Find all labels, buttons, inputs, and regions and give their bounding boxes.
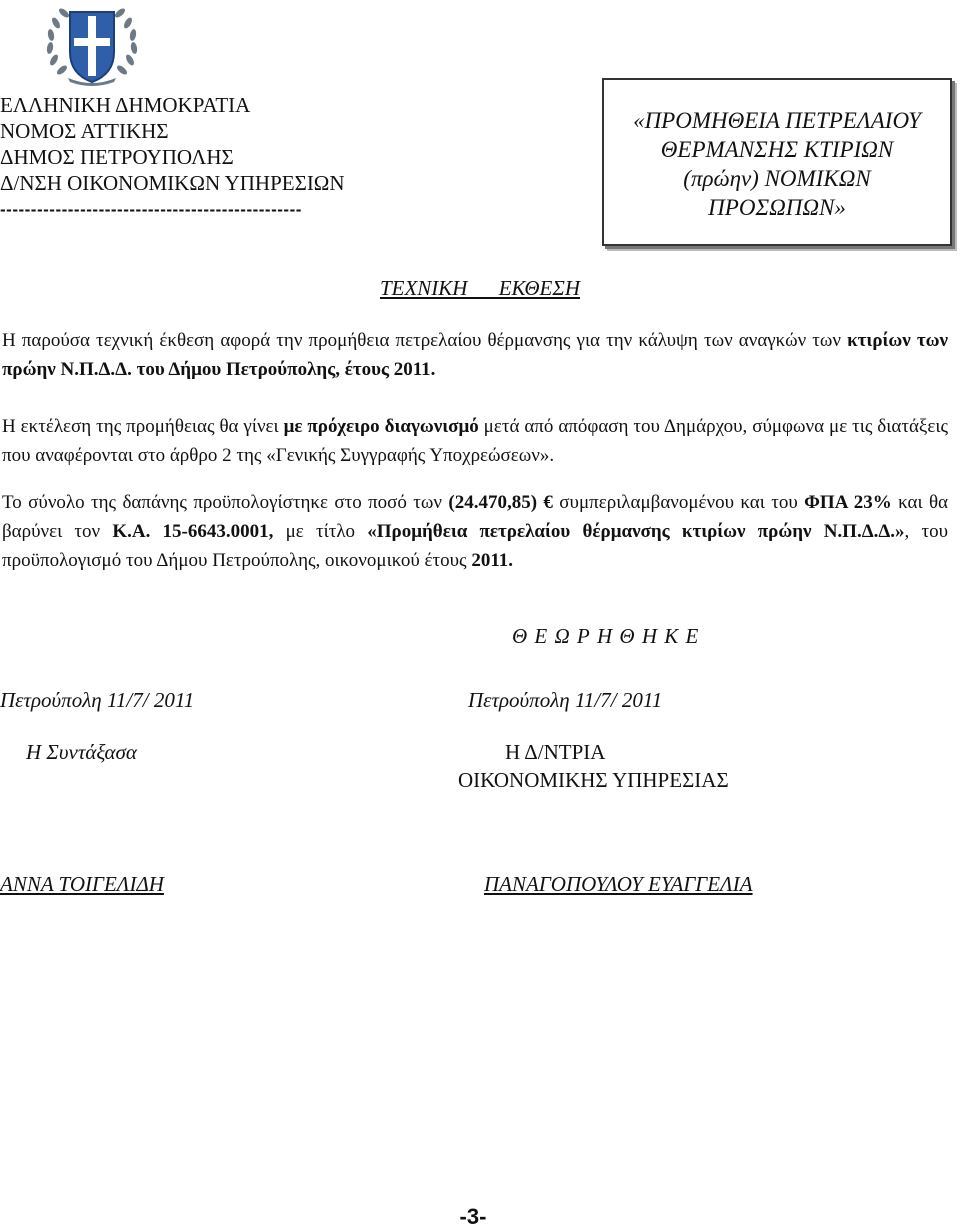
right-place-date: Πετρούπολη 11/7/ 2011 [468,688,663,712]
paragraph-scope [2,326,948,384]
title-line: ΠΡΟΣΩΠΩΝ» [708,195,846,220]
greek-emblem-icon [38,2,146,88]
title-line: «ΠΡΟΜΗΘΕΙΑ ΠΕΤΡΕΛΑΙΟΥ [633,108,921,133]
budget-code-bold: Κ.Α. 15-6643.0001, [112,521,274,542]
project-title-bold: «Προμήθεια πετρελαίου θέρμανσης κτιρίων πρώην Ν.Π.Δ.Δ.» [367,521,905,542]
title-text [602,106,952,222]
header-republic: ΕΛΛΗΝΙΚΗ ΔΗΜΟΚΡΑΤΙΑ [0,93,251,117]
text-run: και θα βαρύνει τον [2,492,948,542]
right-role: Η Δ/ΝΤΡΙΑ [505,740,606,764]
right-signatory-name: ΠΑΝΑΓΟΠΟΥΛΟΥ ΕΥΑΓΓΕΛΙΑ [484,872,753,896]
text-run: μετά από απόφαση του Δημάρχου, σύμφωνα με τις διατάξεις που αναφέρονται στο άρθρο 2 της «Γενικής Συγγραφής Υποχρεώσεων». [2,416,948,466]
left-role: Η Συντάξασα [26,740,137,764]
text-run-bold: κτιρίων των πρώην Ν.Π.Δ.Δ. του Δήμου Πετρούπολης, έτους 2011. [2,330,948,380]
text-run: , του προϋπολογισμό του Δήμου Πετρούπολης, οικονομικού έτους [2,521,949,571]
text-run: Το σύνολο της δαπάνης προϋπολογίστηκε στο ποσό των [2,492,449,513]
left-place-date: Πετρούπολη 11/7/ 2011 [0,688,195,712]
left-signatory-name: ΑΝΝΑ ΤΟΙΓΕΛΙΔΗ [0,872,164,896]
header-municipality: ΔΗΜΟΣ ΠΕΤΡΟΥΠΟΛΗΣ [0,145,234,169]
text-run: Η εκτέλεση της προμήθειας θα γίνει [2,416,284,437]
vat-bold: ΦΠΑ 23% [804,492,892,513]
text-run-bold: με πρόχειρο διαγωνισμό [283,416,479,437]
title-line: ΘΕΡΜΑΝΣΗΣ ΚΤΙΡΙΩΝ [660,137,894,162]
text-run: συμπεριλαμβανομένου και του [552,492,805,513]
paragraph-budget [2,488,948,575]
amount-bold: (24.470,85) € [448,492,553,513]
title-line: (πρώην) ΝΟΜΙΚΩΝ [683,166,871,191]
approval-label: Θ Ε Ω Ρ Η Θ Η Κ Ε [512,624,700,648]
header-divider: ------------------------------------------------- [0,200,302,219]
text-run: με τίτλο [273,521,368,542]
header-directorate: Δ/ΝΣΗ ΟΙΚΟΝΟΜΙΚΩΝ ΥΠΗΡΕΣΙΩΝ [0,171,345,195]
year-bold: 2011. [471,550,514,571]
page-number: -3- [459,1204,487,1229]
paragraph-procedure [2,412,948,470]
section-heading: ΤΕΧΝΙΚΗ ΕΚΘΕΣΗ [379,276,581,300]
header-prefecture: ΝΟΜΟΣ ΑΤΤΙΚΗΣ [0,119,169,143]
right-role-line2: ΟΙΚΟΝΟΜΙΚΗΣ ΥΠΗΡΕΣΙΑΣ [458,768,729,792]
text-run: Η παρούσα τεχνική έκθεση αφορά την προμήθεια πετρελαίου θέρμανσης για την κάλυψη των αναγκών των [2,330,848,351]
